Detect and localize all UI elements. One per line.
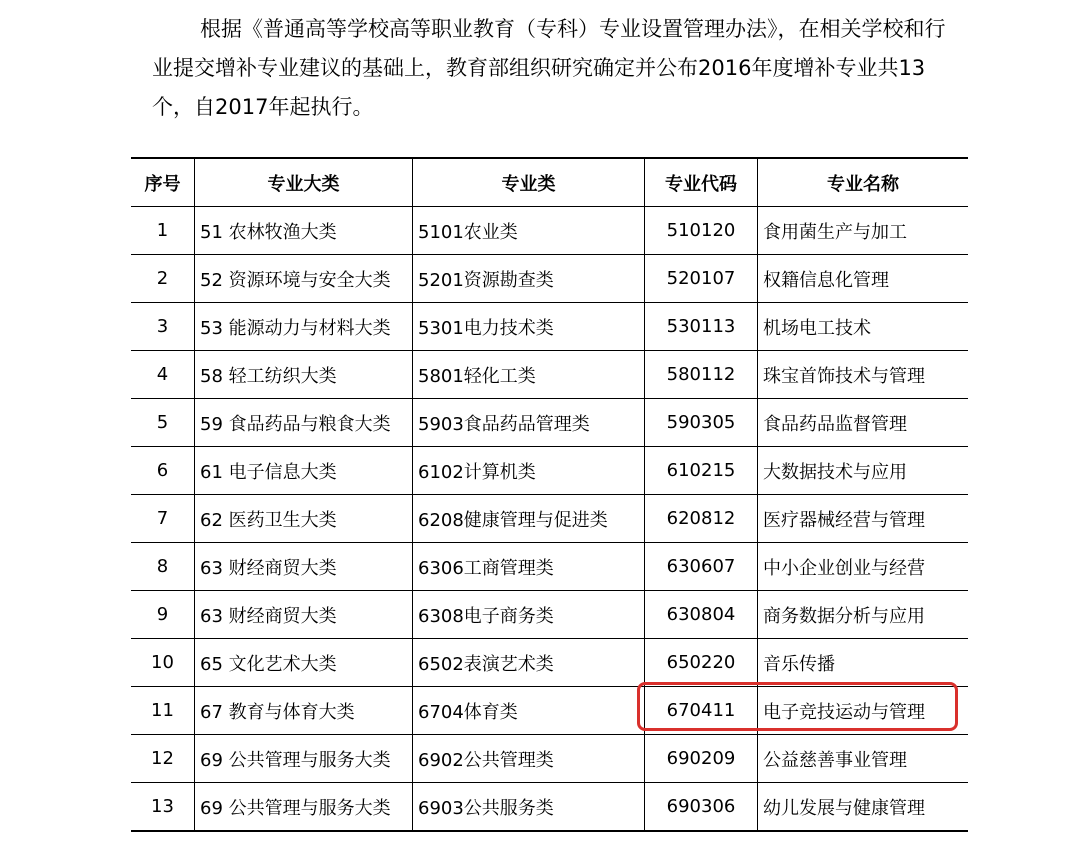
cell-category: 53 能源动力与材料大类 (195, 303, 413, 351)
cell-class: 5201资源勘查类 (413, 255, 645, 303)
cell-class: 6306工商管理类 (413, 543, 645, 591)
table-row (131, 687, 968, 735)
cell-code: 630804 (645, 591, 758, 639)
cell-category: 65 文化艺术大类 (195, 639, 413, 687)
cell-index: 6 (131, 447, 195, 495)
table-row (131, 543, 968, 591)
cell-index: 1 (131, 207, 195, 255)
cell-class: 6308电子商务类 (413, 591, 645, 639)
header-index: 序号 (131, 158, 195, 207)
cell-name: 珠宝首饰技术与管理 (758, 351, 969, 399)
cell-name: 机场电工技术 (758, 303, 969, 351)
table-row (131, 447, 968, 495)
cell-index: 3 (131, 303, 195, 351)
cell-category: 67 教育与体育大类 (195, 687, 413, 735)
cell-index: 7 (131, 495, 195, 543)
cell-category: 62 医药卫生大类 (195, 495, 413, 543)
cell-index: 13 (131, 783, 195, 832)
cell-category: 52 资源环境与安全大类 (195, 255, 413, 303)
cell-code: 630607 (645, 543, 758, 591)
cell-category: 61 电子信息大类 (195, 447, 413, 495)
cell-code: 530113 (645, 303, 758, 351)
intro-paragraph: 根据《普通高等学校高等职业教育（专科）专业设置管理办法》，在相关学校和行业提交增补专业建议的基础上，教育部组织研究确定并公布2016年度增补专业共13个，自2017年起执行。 (152, 17, 946, 119)
cell-name: 医疗器械经营与管理 (758, 495, 969, 543)
cell-category: 59 食品药品与粮食大类 (195, 399, 413, 447)
cell-code: 510120 (645, 207, 758, 255)
cell-category: 51 农林牧渔大类 (195, 207, 413, 255)
cell-index: 2 (131, 255, 195, 303)
table-row (131, 639, 968, 687)
cell-category: 63 财经商贸大类 (195, 543, 413, 591)
cell-code: 520107 (645, 255, 758, 303)
cell-name: 食用菌生产与加工 (758, 207, 969, 255)
cell-code: 590305 (645, 399, 758, 447)
cell-class: 5801轻化工类 (413, 351, 645, 399)
cell-name: 电子竞技运动与管理 (758, 687, 969, 735)
cell-index: 8 (131, 543, 195, 591)
table-header-row (131, 158, 968, 207)
cell-name: 音乐传播 (758, 639, 969, 687)
cell-class: 5903食品药品管理类 (413, 399, 645, 447)
table-row (131, 783, 968, 832)
cell-class: 6902公共管理类 (413, 735, 645, 783)
cell-code: 620812 (645, 495, 758, 543)
cell-name: 公益慈善事业管理 (758, 735, 969, 783)
cell-index: 9 (131, 591, 195, 639)
cell-name: 幼儿发展与健康管理 (758, 783, 969, 832)
cell-index: 11 (131, 687, 195, 735)
cell-index: 4 (131, 351, 195, 399)
cell-category: 63 财经商贸大类 (195, 591, 413, 639)
cell-index: 5 (131, 399, 195, 447)
cell-class: 6704体育类 (413, 687, 645, 735)
table-row (131, 351, 968, 399)
cell-code: 580112 (645, 351, 758, 399)
cell-class: 6903公共服务类 (413, 783, 645, 832)
table-row (131, 495, 968, 543)
cell-name: 中小企业创业与经营 (758, 543, 969, 591)
cell-code: 690209 (645, 735, 758, 783)
table-row (131, 399, 968, 447)
cell-index: 12 (131, 735, 195, 783)
cell-name: 商务数据分析与应用 (758, 591, 969, 639)
table-row (131, 735, 968, 783)
cell-code: 670411 (645, 687, 758, 735)
cell-category: 69 公共管理与服务大类 (195, 735, 413, 783)
cell-class: 5301电力技术类 (413, 303, 645, 351)
cell-category: 58 轻工纺织大类 (195, 351, 413, 399)
cell-code: 650220 (645, 639, 758, 687)
majors-table (131, 157, 968, 832)
cell-name: 大数据技术与应用 (758, 447, 969, 495)
cell-class: 6102计算机类 (413, 447, 645, 495)
cell-name: 食品药品监督管理 (758, 399, 969, 447)
table-row (131, 303, 968, 351)
header-category: 专业大类 (195, 158, 413, 207)
cell-class: 6502表演艺术类 (413, 639, 645, 687)
cell-class: 5101农业类 (413, 207, 645, 255)
table-row (131, 591, 968, 639)
table-row (131, 207, 968, 255)
table-row (131, 255, 968, 303)
header-name: 专业名称 (758, 158, 969, 207)
cell-code: 610215 (645, 447, 758, 495)
cell-class: 6208健康管理与促进类 (413, 495, 645, 543)
cell-name: 权籍信息化管理 (758, 255, 969, 303)
header-code: 专业代码 (645, 158, 758, 207)
cell-code: 690306 (645, 783, 758, 832)
cell-category: 69 公共管理与服务大类 (195, 783, 413, 832)
header-class: 专业类 (413, 158, 645, 207)
cell-index: 10 (131, 639, 195, 687)
